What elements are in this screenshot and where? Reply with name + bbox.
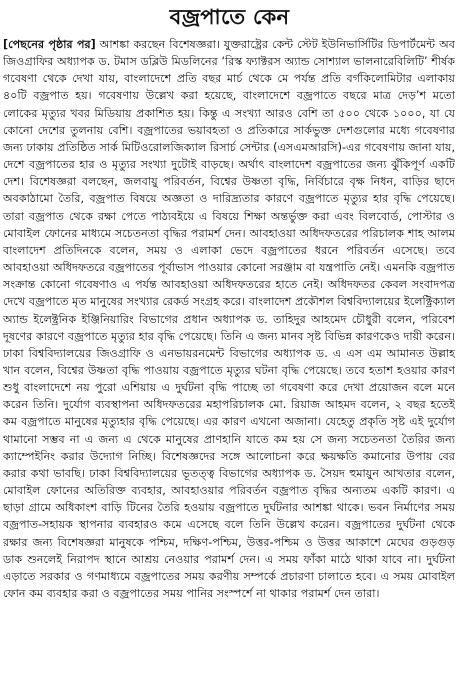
article-paragraph — [3, 36, 455, 602]
continued-from-label: [পেছনের পৃষ্ঠার পর] — [3, 38, 96, 51]
article-body — [3, 36, 455, 672]
article-body-text: আশঙ্কা করছেন বিশেষজ্ঞরা। যুক্তরাষ্ট্রের কেন্ট স্টেট ইউনিভার্সিটির ডিপার্টমেন্ট অব জিওগ্রাফির অধ্যাপক ড. টমাস ডব্লিউ মিডলিনের ‘রিস্ক ফ্যাক্টরস অ্যান্ড সোশ্যাল ভালনারেবিলিটি’ শীর্ষক গবেষণা থেকে দেখা যায়, বাংলাদেশে প্রতি বছর মার্চ থেকে মে পর্যন্ত প্রতি বর্গকিলোমিটার এলাকায় ৪০টি বজ্রপাত হয়। গবেষণায় উল্লেখ করা হয়েছে, বাংলাদেশে বজ্রপাতে বছরে মাত্র দেড়’শ মতো লোকের মৃত্যুর খবর মিডিয়ায় প্রকাশিত হয়। কিন্তু এ সংখ্যা আরও বেশি তা ৫০০ থেকে ১০০০, যা যে কোনো দেশের তুলনায় বেশি। বজ্রপাতের ভয়াবহতা ও প্রতিকারে সার্কভুক্ত দেশগুলোর মধ্যে গবেষণার জন্য ঢাকায় প্রতিষ্ঠিত সার্ক মিটিওরোলজিক্যাল রিসার্চ সেন্টার (এসএমআরসি)-এর গবেষণায় জানা যায়, দেশে বজ্রপাতের হার ও মৃত্যুর সংখ্যা দুটোই বাড়ছে। অর্থাৎ বাংলাদেশ বজ্রপাতের জন্য ঝুঁকিপূর্ণ একটি দেশ। বিশেষজ্ঞরা বলছেন, জলবায়ু পরিবর্তন, বিশ্বের উষ্ণতা বৃদ্ধি, নির্বিচারে বৃক্ষ নিধন, বাড়ির ছাদে অবকাঠামো তৈরি, বজ্রপাত বিষয়ে অজ্ঞতা ও দারিদ্র্যতার কারণে বজ্রপাতে মৃত্যুর হার বৃদ্ধি পেয়েছে। তারা বজ্রপাত থেকে রক্ষা পেতে পাঠ্যবইয়ে এ বিষয়ে শিক্ষা অন্তর্ভুক্ত করা এবং বিলবোর্ড, পোস্টার ও মোবাইল ফোনের মাধ্যমে সচেতনতা বৃদ্ধির পরামর্শ দেন। আবহাওয়া অধিদফতরের পরিচালক শাহ আলম বাংলাদেশ প্রতিদিনকে বলেন, সময় ও এলাকা ভেদে বজ্রপাতের ধরনে পরিবর্তন এসেছে। তবে আবহাওয়া অধিদফতরে বজ্রপাতের পূর্বাভাস পাওয়ার কোনো সরঞ্জাম বা যন্ত্রপাতি নেই। এমনকি বজ্রপাত সংক্রান্ত কোনো গবেষণাও এ পর্যন্ত আবহাওয়া অধিদফতরের হাতে নেই। অধিদফতর কেবল সংবাদপত্র দেখে বজ্রপাতে মৃত মানুষের সংখ্যার রেকর্ড সংগ্রহ করে। বাংলাদেশ প্রকৌশল বিশ্ববিদ্যালয়ের ইলেক্ট্রিক্যাল অ্যান্ড ইলেক্ট্রনিক ইঞ্জিনিয়ারিং বিভাগের প্রধান অধ্যাপক ড. তাহিদুর আহমেদ চৌধুরী বলেন, পরিবেশ দূষণের কারণে বজ্রপাতে মৃত্যুর হার বৃদ্ধি পেয়েছে। তিনি এ জন্য মানব সৃষ্ট বিভিন্ন কারণকেও দায়ী করেন। ঢাকা বিশ্ববিদ্যালয়ের জিওগ্রাফি ও এনভায়রনমেন্ট বিভাগের অধ্যাপক ড. এ এস এম আমানত উল্লাহ খান বলেন, বিশ্বের উষ্ণতা বৃদ্ধি পাওয়ায় বজ্রপাতে মৃত্যুর ঘটনা বৃদ্ধি পেয়েছে। তবে হতাশ হওয়ার কারণ শুধু বাংলাদেশে নয় পুরো এশিয়ায় এ দুর্ঘটনা বৃদ্ধি পাচ্ছে তা গবেষণা করে দেখা প্রয়োজন বলে মনে করেন তিনি। দুর্যোগ ব্যবস্থাপনা অধিদফতরের মহাপরিচালক মো. রিয়াজ আহমদ বলেন, ২ বছর হতেই কম বজ্রপাতে মানুষের মৃত্যুহার বৃদ্ধি পেয়েছে। এর কারণ এখনো অজানা। যেহেতু প্রকৃতি সৃষ্ট এই দুর্যোগ থামানো সম্ভব না এ জন্য এ থেকে মানুষের প্রাণহানি যাতে কম হয় সে জন্য সচেতনতা তৈরির জন্য ক্যাম্পেইনিং করার উদ্যোগ নিচ্ছি। বিশেষজ্ঞদের সঙ্গে আলোচনা করে ক্ষয়ক্ষতি কমানোর উপায় বের করার কথা ভাবছি। ঢাকা বিশ্ববিদ্যালয়ের ভূতত্ত্ব বিভাগের অধ্যাপক ড. সৈয়দ হুমায়ুন আখতার বলেন, মোবাইল ফোনের অতিরিক্ত ব্যবহার, আবহাওয়ার পরিবর্তন বজ্রপাত বৃদ্ধির অন্যতম একটি কারণ। এ ছাড়া গ্রামে অধিকাংশ বাড়ি টিনের তৈরি হওয়ায় বজ্রপাতে দুর্ঘটনার আশঙ্কা থাকে। ভবন নির্মাণের সময় বজ্রপাত-সহায়ক স্থাপনার ব্যবহারও কমে এসেছে বলে তিনি উল্লেখ করেন। বজ্রপাতের দুর্ঘটনা থেকে রক্ষার জন্য বিশেষজ্ঞরা মানুষকে পশ্চিম, দক্ষিণ-পশ্চিম, উত্তর-পশ্চিম ও উত্তর আকাশে মেঘের গুড়গুড় ডাক শুনলেই নিরাপদ স্থানে আশ্রয় নেওয়ার পরামর্শ দেন। এ সময় ফাঁকা মাঠে থাকা যাবে না। দুর্ঘটনা এড়াতে সরকার ও গণমাধ্যমে বজ্রপাতের সময় করণীয় সম্পর্কে প্রচারণা চালাতে হবে। এ সময় মোবাইল ফোন কম ব্যবহার করা ও বজ্রপাতের সময় পানির সংস্পর্শে না থাকার পরামর্শ দেন তারা। — [3, 38, 455, 600]
article-headline: বজ্রপাতে কেন — [169, 5, 290, 29]
